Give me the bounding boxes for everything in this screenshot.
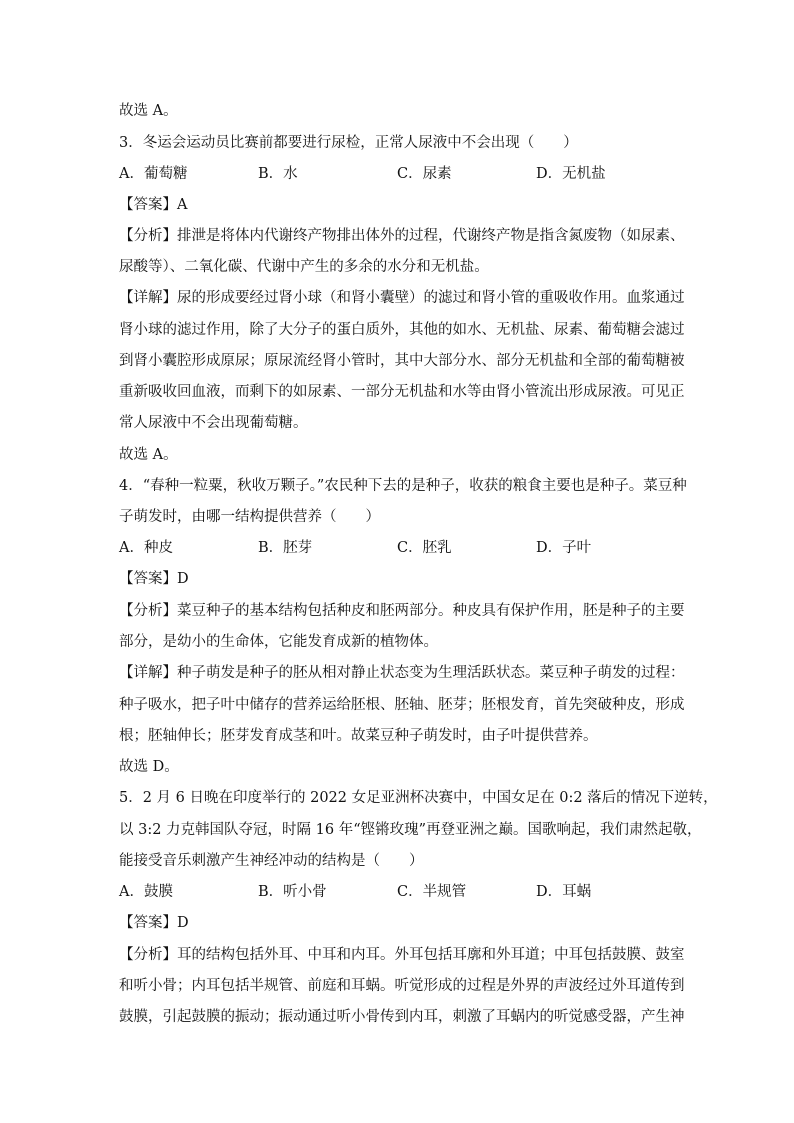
analysis-line: 【分析】菜豆种子的基本结构包括种皮和胚两部分。种皮具有保护作用，胚是种子的主要 — [119, 603, 685, 619]
option-d: D．子叶 — [536, 540, 592, 556]
question-3-stem: 3．冬运会运动员比赛前都要进行尿检，正常人尿液中不会出现（ ） — [119, 135, 578, 151]
question-4-stem: 子萌发时，由哪一结构提供营养（ ） — [119, 509, 380, 525]
question-4-stem: 4．“春种一粒粟，秋收万颗子。”农民种下去的是种子，收获的粮食主要也是种子。菜豆种 — [119, 478, 687, 494]
explanation-line: 重新吸收回血液，而剩下的如尿素、一部分无机盐和水等由肾小管流出形成尿液。可见正 — [119, 384, 685, 400]
analysis-line: 和听小骨；内耳包括半规管、前庭和耳蜗。听觉形成的过程是外界的声波经过外耳道传到 — [119, 978, 685, 994]
text-line: 故选 A。 — [119, 447, 178, 463]
answer-line: 【答案】A — [119, 197, 188, 213]
question-4-options — [119, 538, 719, 558]
option-c: C．胚乳 — [397, 540, 452, 556]
explanation-line: 肾小球的滤过作用，除了大分子的蛋白质外，其他的如水、无机盐、尿素、葡萄糖会滤过 — [119, 322, 685, 338]
analysis-line: 【分析】耳的结构包括外耳、中耳和内耳。外耳包括耳廓和外耳道；中耳包括鼓膜、鼓室 — [119, 947, 685, 963]
option-b: B．胚芽 — [258, 540, 313, 556]
option-b: B．水 — [258, 166, 298, 182]
question-3-options — [119, 164, 719, 184]
explanation-line: 【详解】种子萌发是种子的胚从相对静止状态变为生理活跃状态。菜豆种子萌发的过程： — [119, 665, 685, 681]
question-5-stem: 以 3:2 力克韩国队夺冠，时隔 16 年“铿锵玫瑰”再登亚洲之巅。国歌响起，我们肃然起敬， — [119, 822, 702, 838]
analysis-line: 鼓膜，引起鼓膜的振动；振动通过听小骨传到内耳，刺激了耳蜗内的听觉感受器，产生神 — [119, 1009, 685, 1025]
text-line: 故选 D。 — [119, 759, 179, 775]
option-c: C．尿素 — [397, 166, 452, 182]
explanation-line: 到肾小囊腔形成原尿；原尿流经肾小管时，其中大部分水、部分无机盐和全部的葡萄糖被 — [119, 353, 685, 369]
question-5-options — [119, 882, 719, 902]
option-d: D．耳蜗 — [536, 884, 592, 900]
option-a: A．种皮 — [119, 540, 173, 556]
answer-line: 【答案】D — [119, 915, 189, 931]
explanation-line: 常人尿液中不会出现葡萄糖。 — [119, 415, 308, 431]
question-5-stem: 5．2 月 6 日晚在印度举行的 2022 女足亚洲杯决赛中，中国女足在 0:2 落后的情况下逆转， — [119, 790, 718, 806]
answer-line: 【答案】D — [119, 571, 189, 587]
text-line: 故选 A。 — [119, 103, 178, 119]
option-a: A．鼓膜 — [119, 884, 173, 900]
analysis-line: 部分，是幼小的生命体，它能发育成新的植物体。 — [119, 634, 438, 650]
analysis-line: 尿酸等）、二氧化碳、代谢中产生的多余的水分和无机盐。 — [119, 259, 489, 275]
option-a: A．葡萄糖 — [119, 166, 188, 182]
option-c: C．半规管 — [397, 884, 467, 900]
question-5-stem: 能接受音乐刺激产生神经冲动的结构是（ ） — [119, 853, 424, 869]
explanation-line: 种子吸水，把子叶中储存的营养运给胚根、胚轴、胚芽；胚根发育，首先突破种皮，形成 — [119, 697, 685, 713]
analysis-line: 【分析】排泄是将体内代谢终产物排出体外的过程，代谢终产物是指含氮废物（如尿素、 — [119, 228, 685, 244]
option-b: B．听小骨 — [258, 884, 327, 900]
explanation-line: 根；胚轴伸长；胚芽发育成茎和叶。故菜豆种子萌发时，由子叶提供营养。 — [119, 728, 598, 744]
explanation-line: 【详解】尿的形成要经过肾小球（和肾小囊壁）的滤过和肾小管的重吸收作用。血浆通过 — [119, 290, 685, 306]
option-d: D．无机盐 — [536, 166, 606, 182]
